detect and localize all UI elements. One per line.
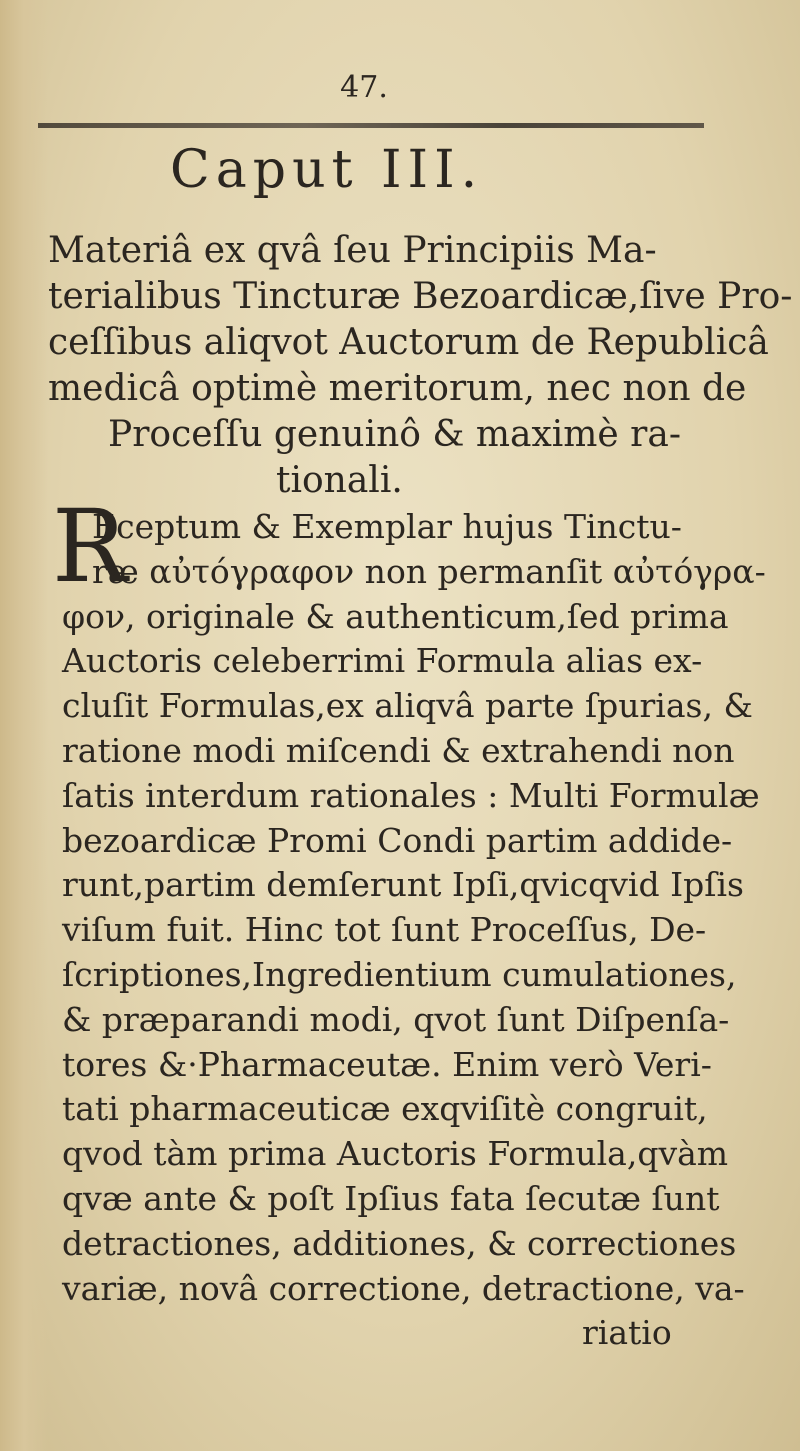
body-line: viſum fuit. Hinc tot ſunt Proceſſus, De- [62,910,707,950]
body-line: runt,partim demſerunt Ipſi,qvicqvid Ipſis [62,865,744,905]
body-line: tati pharmaceuticæ exqviſitè congruit, [62,1089,708,1129]
body-line: ræ αὐτόγραφον non permanſit αὐτόγρα- [92,551,766,591]
heading-line: tionali. [276,460,403,501]
body-line: ſcriptiones,Ingredientium cumulationes, [62,954,737,994]
page-number: 47. [340,70,388,105]
catchword: riatio [582,1313,672,1353]
heading-line: Materiâ ex qvâ ſeu Principiis Ma- [48,230,657,271]
chapter-title: Caput III. [170,140,484,200]
body-line: & præparandi modi, qvot ſunt Diſpenſa- [62,999,730,1039]
body-line: cluſit Formulas,ex aliqvâ parte ſpurias, & [62,686,753,726]
heading-line: medicâ optimè meritorum, nec non de [48,368,747,409]
body-text [62,505,766,1356]
body-line: φον, originale & authenticum,ſed prima [62,596,729,636]
body-line: tores &·Pharmaceutæ. Enim verò Veri- [62,1044,712,1084]
body-line: Auctoris celeberrimi Formula alias ex- [62,641,703,681]
drop-cap: R [52,488,128,605]
body-line: qvæ ante & poſt Ipſius fata ſecutæ ſunt [62,1178,720,1218]
heading-line: Proceſſu genuinô & maximè ra- [108,414,682,455]
body-line: qvod tàm prima Auctoris Formula,qvàm [62,1134,729,1174]
body-line: ratione modi miſcendi & extrahendi non [62,730,735,770]
body-line: detractiones, additiones, & correctiones [62,1223,737,1263]
heading-line: ceſſibus aliqvot Auctorum de Republicâ [48,322,769,363]
page-gutter-shadow [0,0,48,1451]
body-line: bezoardicæ Promi Condi partim addide- [62,820,733,860]
body-line: variæ, novâ correctione, detractione, va- [62,1268,745,1308]
chapter-heading [48,228,793,504]
body-line: ſatis interdum rationales : Multi Formulæ [62,775,760,815]
body-line: Eceptum & Exemplar hujus Tinctu- [92,507,682,546]
heading-line: terialibus Tincturæ Bezoardicæ,ſive Pro- [48,276,793,317]
header-rule [38,123,704,128]
